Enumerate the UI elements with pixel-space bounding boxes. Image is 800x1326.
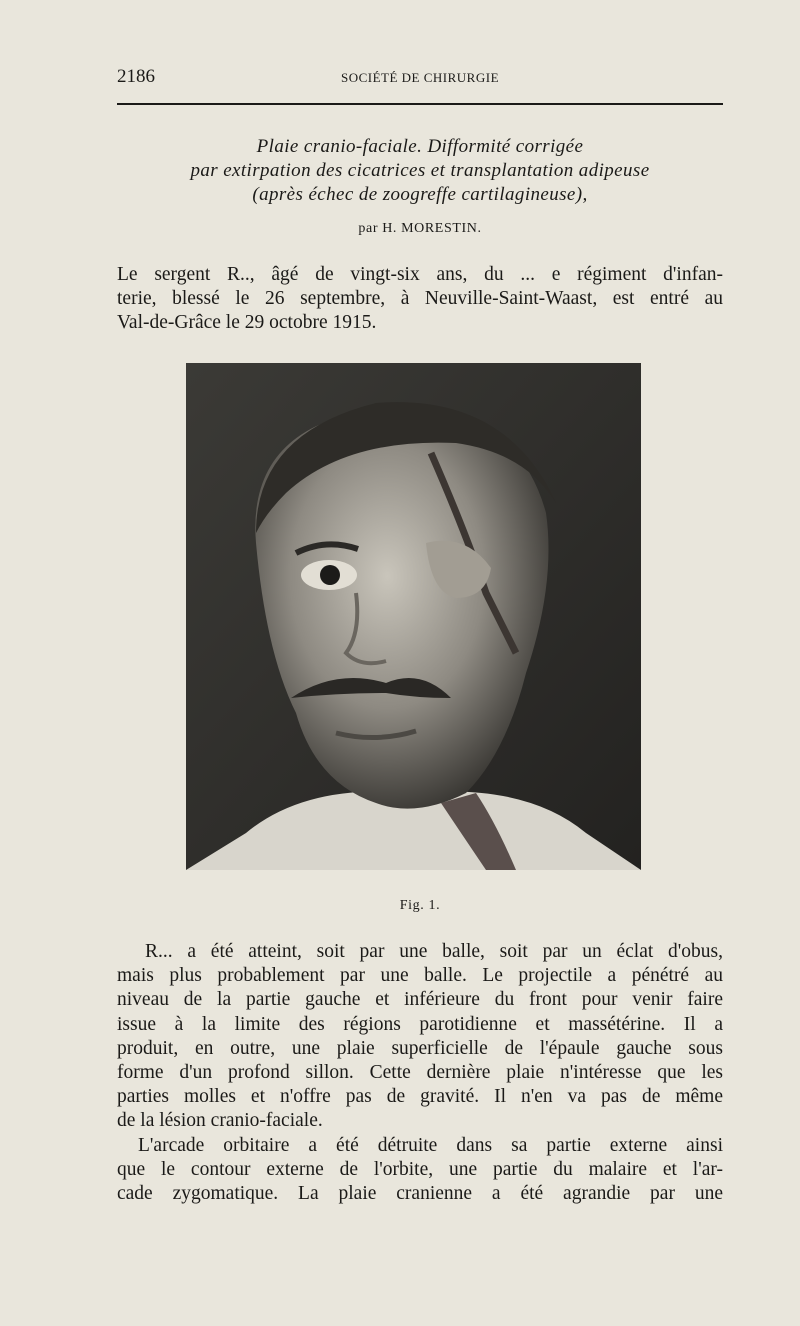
- journal-title: SOCIÉTÉ DE CHIRURGIE: [340, 70, 500, 85]
- title-line: par extirpation des cicatrices et transplantation adipeuse: [190, 160, 650, 181]
- text-line: que le contour externe de l'orbite, une partie du malaire et l'ar-: [117, 1158, 723, 1180]
- text-line: issue à la limite des régions parotidienne et massétérine. Il a: [117, 1013, 723, 1035]
- running-head: [117, 66, 723, 90]
- text-line: R... a été atteint, soit par une balle, soit par un éclat d'obus,: [145, 941, 723, 962]
- figure-photograph: [186, 363, 641, 870]
- text-line: forme d'un profond sillon. Cette dernière plaie n'intéresse que les: [117, 1062, 723, 1084]
- portrait-photo-image: [186, 363, 641, 870]
- text-line: mais plus probablement par une balle. Le projectile a pénétré au: [117, 965, 723, 987]
- author-byline: par H. MORESTIN.: [358, 221, 482, 236]
- text-line: Val-de-Grâce le 29 octobre 1915.: [117, 312, 377, 333]
- text-line: Le sergent R.., âgé de vingt-six ans, du ... e régiment d'infan-: [117, 264, 723, 285]
- header-rule: [117, 103, 723, 105]
- title-line: (après échec de zoogreffe cartilagineuse),: [252, 184, 588, 205]
- text-line: produit, en outre, une plaie superficielle de l'épaule gauche sous: [117, 1037, 723, 1059]
- text-line: parties molles et n'offre pas de gravité. Il n'en va pas de même: [117, 1086, 723, 1108]
- figure-caption: Fig. 1.: [399, 898, 441, 913]
- text-line: cade zygomatique. La plaie cranienne a été agrandie par une: [117, 1183, 723, 1205]
- title-line: Plaie cranio-faciale. Difformité corrigée: [256, 136, 584, 157]
- text-line: terie, blessé le 26 septembre, à Neuville-Saint-Waast, est entré au: [117, 288, 723, 309]
- text-line: de la lésion cranio-faciale.: [117, 1110, 323, 1132]
- text-line: niveau de la partie gauche et inférieure du front pour venir faire: [117, 989, 723, 1011]
- article-title-block: [117, 135, 723, 237]
- page-number: 2186: [117, 66, 155, 87]
- intro-paragraph: [117, 263, 723, 335]
- body-text: [117, 940, 723, 1206]
- text-line: L'arcade orbitaire a été détruite dans sa partie externe ainsi: [138, 1134, 723, 1156]
